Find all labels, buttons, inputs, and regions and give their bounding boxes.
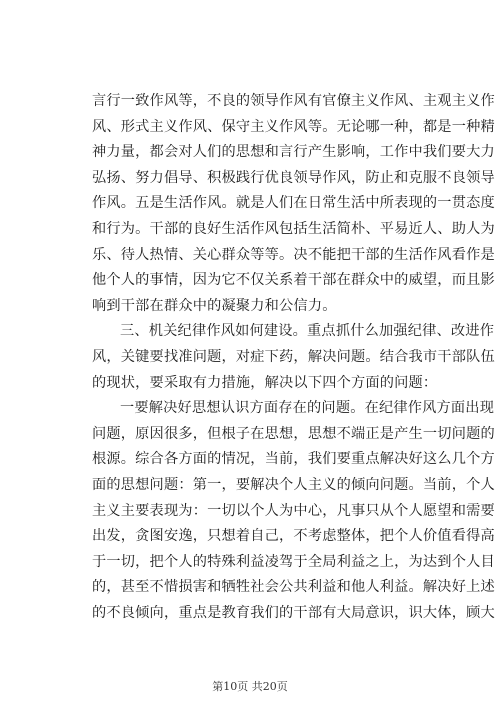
text-line: 主义主要表现为：一切以个人为中心，凡事只从个人愿望和需要 [92, 502, 495, 519]
text-line: 乐、待人热情、关心群众等等。决不能把干部的生活作风看作是 [92, 246, 495, 263]
text-line: 他个人的事情，因为它不仅关系着干部在群众中的威望，而且影 [92, 272, 495, 289]
paragraph-start-line: 一要解决好思想认识方面存在的问题。在纪律作风方面出现 [120, 400, 495, 417]
text-line: 出发，贪图安逸，只想着自己，不考虑整体，把个人价值看得高 [92, 528, 495, 545]
text-line: 的不良倾向，重点是教育我们的干部有大局意识，识大体，顾大 [92, 604, 495, 621]
text-line: 问题，原因很多，但根子在思想，思想不端正是产生一切问题的 [92, 425, 495, 442]
text-line: 神力量，都会对人们的思想和言行产生影响，工作中我们要大力 [92, 144, 495, 161]
text-line: 风，关键要找准问题，对症下药，解决问题。结合我市干部队伍 [92, 348, 495, 365]
text-line: 的，甚至不惜损害和牺牲社会公共利益和他人利益。解决好上述 [92, 579, 495, 596]
text-line: 风、形式主义作风、保守主义作风等。无论哪一种，都是一种精 [92, 118, 495, 135]
text-line: 根源。综合各方面的情况，当前，我们要重点解决好这么几个方 [92, 451, 495, 468]
text-line: 和行为。干部的良好生活作风包括生活简朴、平易近人、助人为 [92, 220, 495, 237]
text-line: 作风。五是生活作风。就是人们在日常生活中所表现的一贯态度 [92, 195, 495, 212]
text-line: 面的思想问题：第一，要解决个人主义的倾向问题。当前，个人 [92, 476, 495, 493]
body-text [92, 89, 495, 626]
paragraph-start-line: 三、机关纪律作风如何建设。重点抓什么加强纪律、改进作 [120, 323, 495, 340]
text-line: 的现状，要采取有力措施，解决以下四个方面的问题： [92, 374, 438, 391]
text-line: 弘扬、努力倡导、积极践行优良领导作风，防止和克服不良领导 [92, 169, 495, 186]
text-line: 响到干部在群众中的凝聚力和公信力。 [92, 297, 337, 314]
page-number-footer: 第10页 共20页 [212, 680, 288, 693]
text-line: 于一切，把个人的特殊利益凌驾于全局利益之上，为达到个人目 [92, 553, 495, 570]
text-line: 言行一致作风等，不良的领导作风有官僚主义作风、主观主义作 [92, 93, 495, 109]
